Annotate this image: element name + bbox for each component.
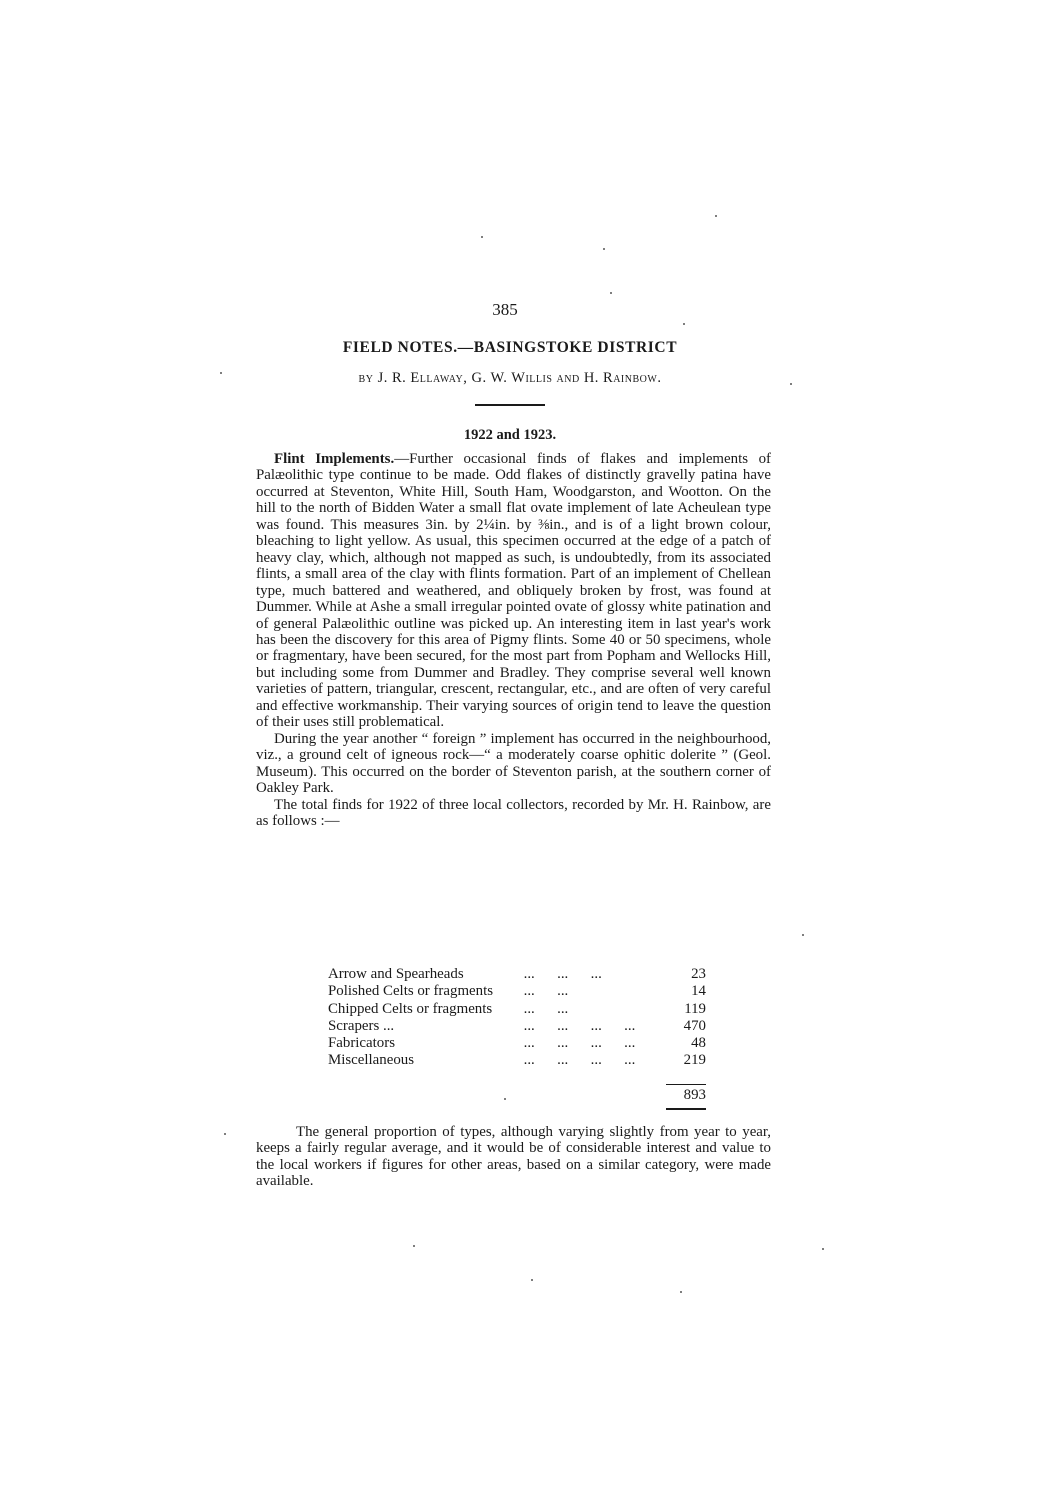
total-finds-intro-paragraph: The total finds for 1922 of three local collectors, recorded by Mr. H. Rainbow, are as follows :— (256, 796, 771, 829)
finds-table-row (328, 1018, 706, 1035)
finds-category: Polished Celts or fragments (328, 983, 494, 1000)
finds-count: 119 (684, 1000, 706, 1017)
scan-speck (481, 236, 483, 238)
scan-speck (790, 383, 792, 385)
finds-leader-dots: ... ... ... (523, 966, 602, 982)
finds-total: 893 (683, 1087, 706, 1103)
scan-speck (504, 1098, 506, 1100)
finds-leader-dots: ... ... (523, 1000, 569, 1017)
flint-implements-paragraph (256, 451, 771, 731)
scan-speck (683, 323, 685, 325)
scan-speck (220, 372, 222, 374)
finds-leader-dots: ... ... ... ... (523, 1035, 636, 1052)
finds-count: 219 (683, 1052, 706, 1069)
finds-count: 23 (691, 966, 706, 982)
total-rule-top (666, 1084, 706, 1085)
article-title: FIELD NOTES.—BASINGSTOKE DISTRICT (342, 339, 678, 356)
closing-paragraph: The general proportion of types, although varying slightly from year to year, keeps a fairly regular average, and it would be of considerable interest and value to the local workers if figures for other areas, based on a similar category, were made available. (256, 1124, 771, 1190)
finds-category: Miscellaneous (328, 1052, 415, 1069)
finds-table-row (328, 983, 706, 1000)
scan-speck (802, 934, 804, 936)
finds-category: Arrow and Spearheads (328, 966, 464, 982)
finds-category: Scrapers ... (328, 1017, 395, 1034)
scan-speck (610, 292, 612, 294)
closing-section (256, 1124, 771, 1190)
flint-implements-heading: Flint Implements. (274, 451, 395, 467)
finds-table-row (328, 1052, 706, 1069)
scan-speck (822, 1248, 824, 1250)
finds-count: 48 (691, 1035, 706, 1052)
scan-speck (680, 1291, 682, 1293)
finds-leader-dots: ... ... ... ... (523, 1017, 636, 1034)
years-subheading: 1922 and 1923. (463, 427, 557, 443)
article-authors: by J. R. Ellaway, G. W. Willis and H. Rainbow. (358, 370, 662, 386)
scan-speck (224, 1133, 226, 1135)
scan-speck (413, 1245, 415, 1247)
finds-leader-dots: ... ... ... ... (523, 1052, 636, 1069)
finds-table-row (328, 1035, 706, 1052)
flint-implements-text: —Further occasional finds of flakes and implements of Palæolithic type continue to be made. Odd flakes of distinctly gravelly patina have occurred at Steventon, White Hill, South Ham, Woodgarston, and Wootton. On the hill to the north of Bidden Water a small flat ovate implement of late Acheulean type was found. This measures 3in. by 2¼in. by ⅜in., and is of a light brown colour, bleaching to light yellow. As usual, this specimen occurred at the edge of a patch of heavy clay, which, although not mapped as such, is undoubtedly, from its associated flints, a small area of the clay with flints formation. Part of an implement of Chellean type, much battered and weathered, and obliquely broken by frost, was found at Dummer. While at Ashe a small irregular pointed ovate of glossy white patination and of general Palæolithic outline was picked up. An interesting item in last year's work has been the discovery for this area of Pigmy flints. Some 40 or 50 specimens, whole or fragmentary, have been secured, for the most part from Popham and Wellocks Hill, but including some from Dummer and Bradley. They comprise several well known varieties of pattern, triangular, crescent, rectangular, etc., and are often of very careful and effective workmanship. Their varying sources of origin tend to leave the question of their uses still problematical. (256, 451, 771, 731)
scan-speck (603, 248, 605, 250)
total-rule-bottom (666, 1108, 706, 1110)
finds-table (328, 966, 706, 1070)
foreign-implement-paragraph: During the year another “ foreign ” implement has occurred in the neighbourhood, viz., a ground celt of igneous rock—“ a moderately coarse ophitic dolerite ” (Geol. Museum). This occurred on the border of Steventon parish, at the southern corner of Oakley Park. (256, 730, 771, 797)
finds-count: 14 (691, 983, 706, 1000)
section-divider (475, 404, 545, 406)
finds-leader-dots: ... ... (523, 983, 569, 1000)
finds-table-row (328, 966, 706, 983)
finds-count: 470 (683, 1017, 706, 1034)
finds-category: Fabricators (328, 1035, 395, 1052)
finds-table-row (328, 1001, 706, 1018)
page-number: 385 (492, 300, 518, 319)
scan-speck (715, 215, 717, 217)
scan-speck (531, 1279, 533, 1281)
article-body (256, 451, 771, 829)
finds-category: Chipped Celts or fragments (328, 1000, 493, 1017)
